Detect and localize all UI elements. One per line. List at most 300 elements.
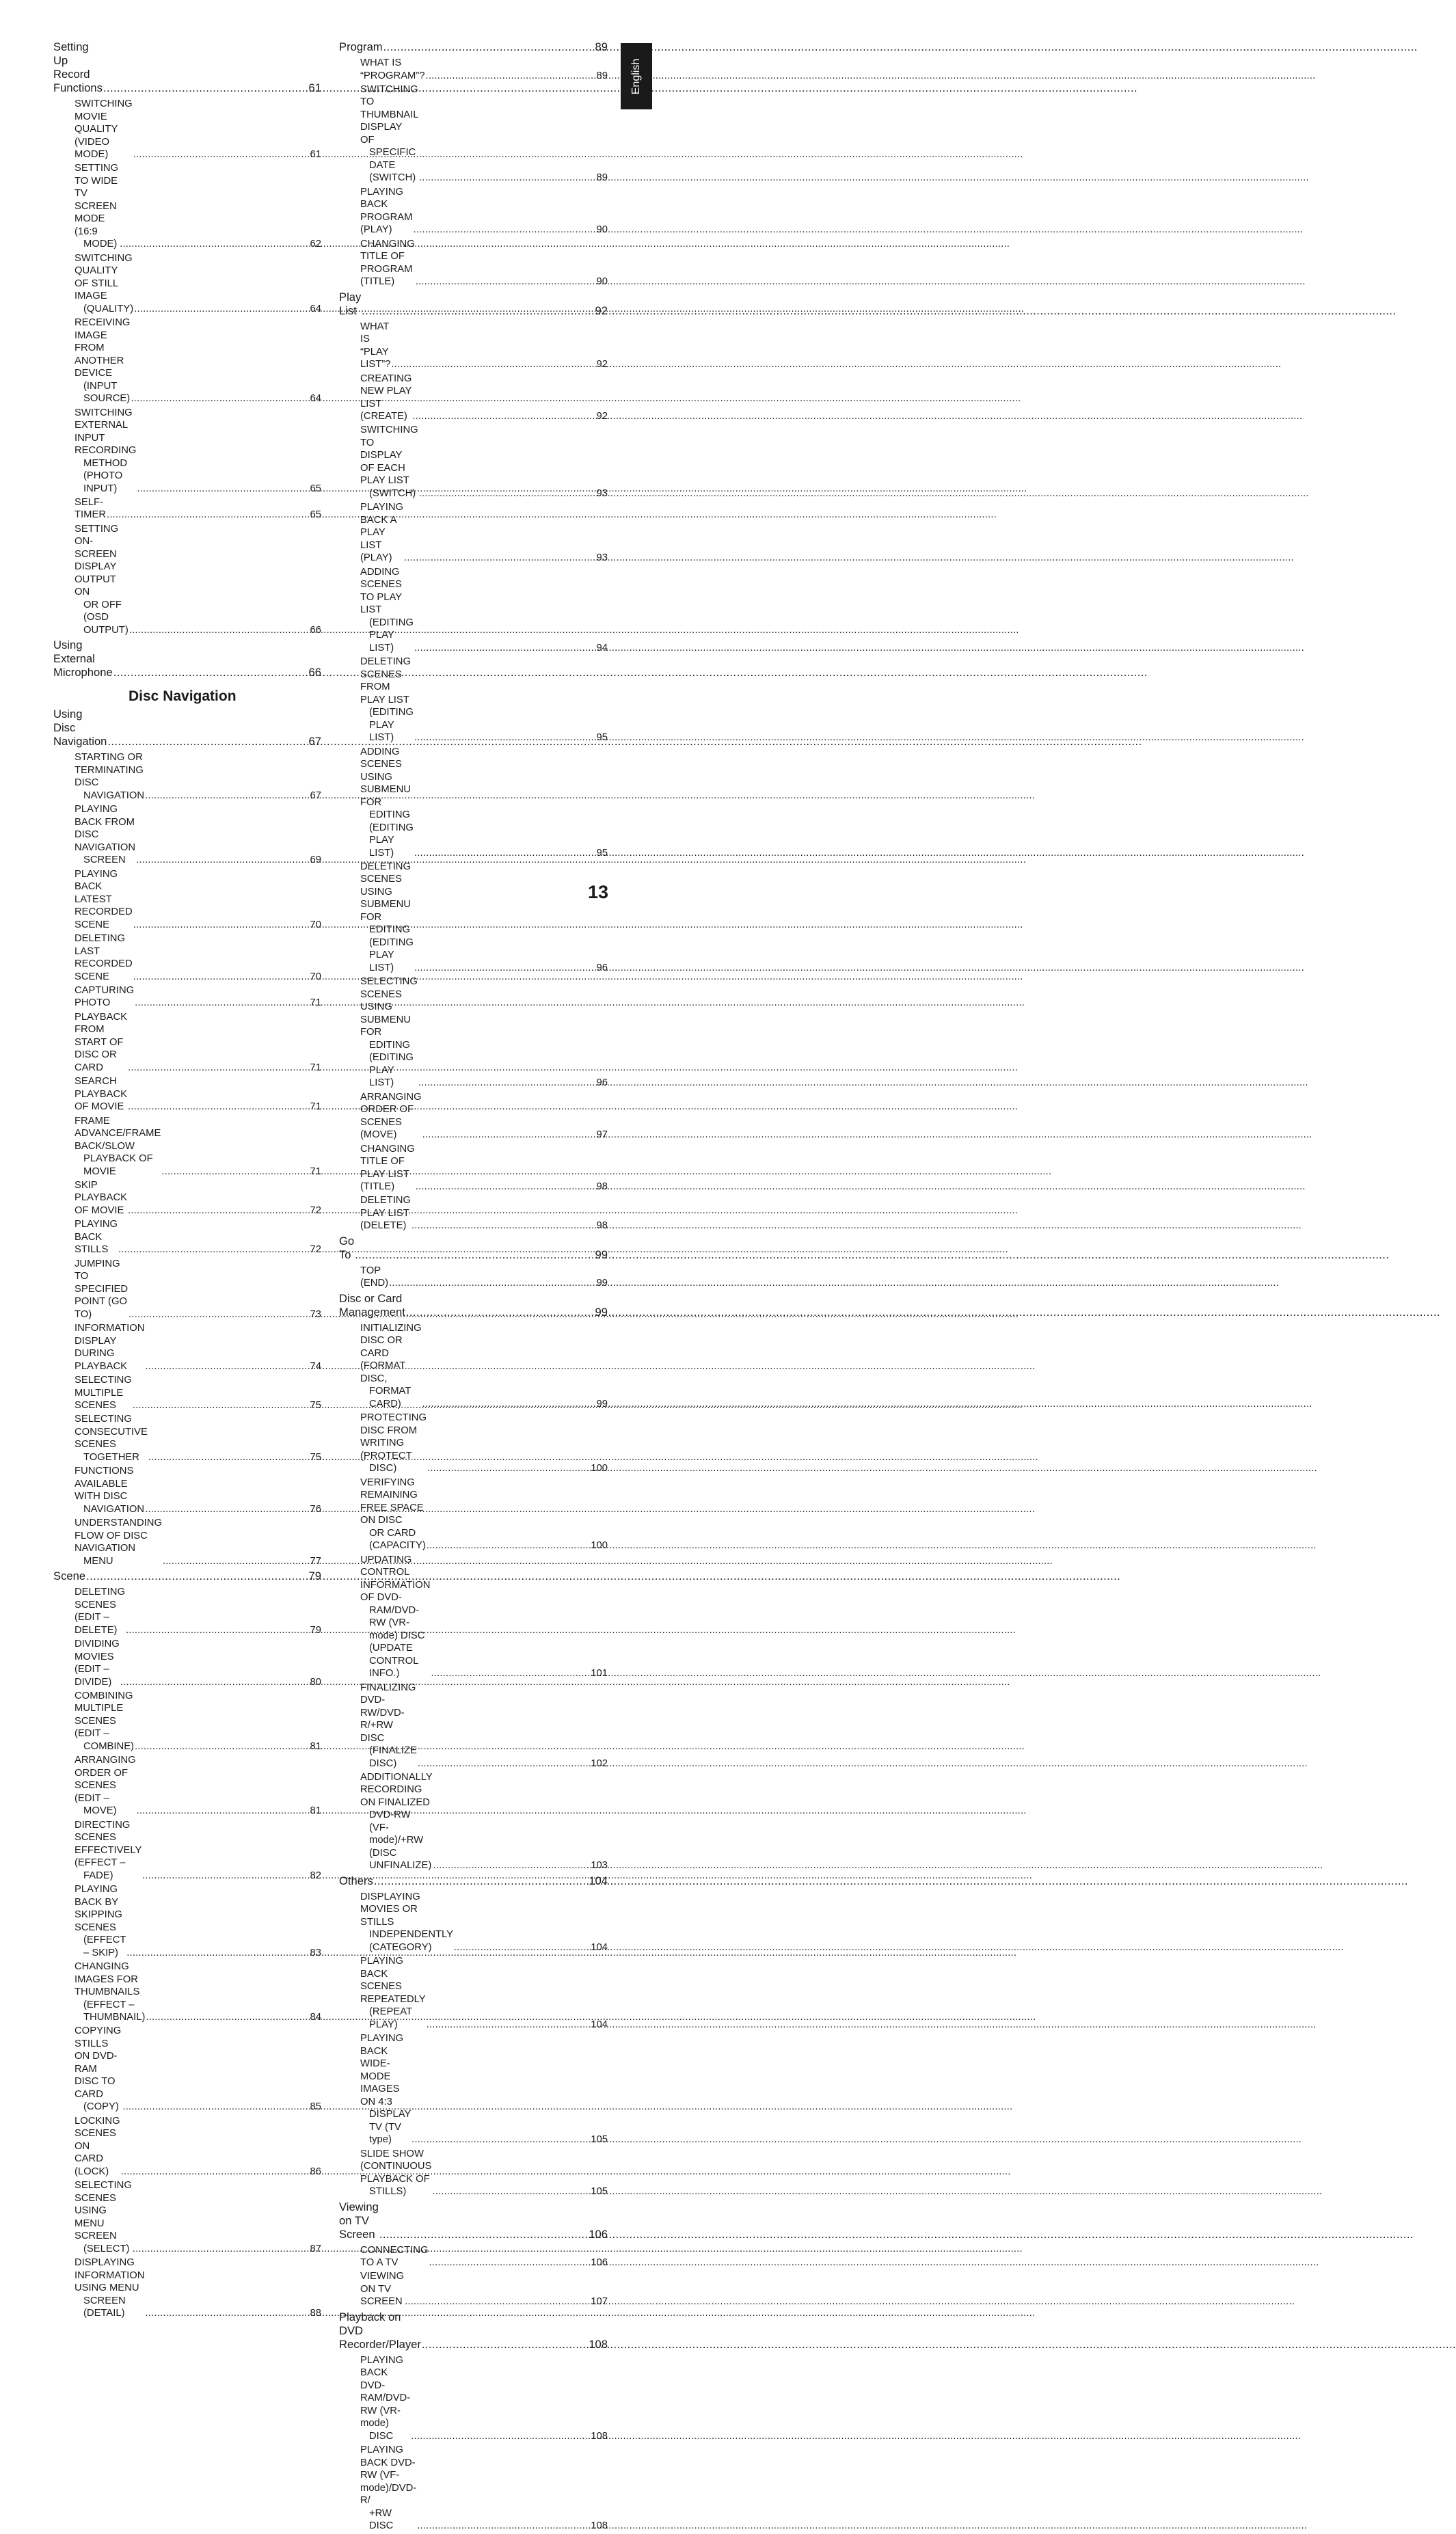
dot-leader bbox=[422, 2338, 588, 2351]
dot-leader bbox=[414, 642, 596, 655]
toc-entry-minor bbox=[339, 1412, 608, 1475]
toc-entry-major bbox=[53, 638, 321, 679]
dot-leader bbox=[122, 2101, 309, 2114]
toc-entry-minor bbox=[53, 1322, 321, 1373]
toc-entry-page: 83 bbox=[310, 1947, 321, 1958]
dot-leader bbox=[454, 1941, 591, 1954]
toc-entry-title: SELECTING SCENES USING MENU SCREEN (SELECT) bbox=[75, 2180, 132, 2254]
toc-entry-page: 62 bbox=[310, 239, 321, 250]
dot-leader bbox=[103, 81, 308, 95]
toc-entry-title: Playback on DVD Recorder/Player bbox=[339, 2310, 421, 2351]
toc-entry-page: 65 bbox=[310, 483, 321, 494]
dot-leader bbox=[406, 1306, 595, 1319]
toc-entry-minor bbox=[53, 162, 321, 251]
toc-entry-minor bbox=[339, 83, 608, 185]
toc-entry-minor bbox=[339, 746, 608, 860]
dot-leader bbox=[128, 1062, 309, 1075]
toc-entry-page: 104 bbox=[591, 2019, 608, 2030]
toc-entry-page: 82 bbox=[310, 1870, 321, 1881]
dot-leader bbox=[137, 1805, 310, 1818]
dot-leader bbox=[429, 2256, 590, 2269]
toc-entry-title: ADDING SCENES USING SUBMENU FOR EDITING (EDITING PLAY LIST) bbox=[360, 746, 414, 859]
toc-entry-title: SWITCHING QUALITY OF STILL IMAGE (QUALITY) bbox=[75, 252, 134, 314]
toc-entry-title: SWITCHING TO DISPLAY OF EACH PLAY LIST (SWITCH) bbox=[360, 424, 418, 499]
toc-entry-minor bbox=[53, 1179, 321, 1217]
dot-leader bbox=[427, 1539, 591, 1552]
toc-entry-title: WHAT IS “PLAY LIST”? bbox=[360, 321, 391, 370]
toc-entry-major bbox=[339, 1292, 608, 1319]
toc-entry-page: 89 bbox=[596, 172, 608, 184]
toc-entry-minor bbox=[339, 2270, 608, 2308]
dot-leader bbox=[427, 1462, 590, 1475]
toc-entry-minor bbox=[53, 523, 321, 637]
dot-leader bbox=[128, 1101, 310, 1114]
toc-entry-title: FINALIZING DVD-RW/DVD-R/+RW DISC (FINALIZE DISC) bbox=[360, 1682, 417, 1769]
dot-leader bbox=[419, 172, 596, 185]
toc-entry-minor bbox=[53, 1218, 321, 1256]
toc-entry-title: UNDERSTANDING FLOW OF DISC NAVIGATION MENU bbox=[75, 1518, 162, 1567]
toc-entry-title: Viewing on TV Screen bbox=[339, 2200, 379, 2241]
toc-entry-minor bbox=[53, 984, 321, 1010]
dot-leader bbox=[383, 40, 595, 54]
dot-leader bbox=[133, 1399, 310, 1412]
toc-entry-minor bbox=[339, 1194, 608, 1232]
toc-entry-major bbox=[53, 707, 321, 749]
toc-entry-page: 92 bbox=[596, 359, 608, 370]
toc-entry-page: 101 bbox=[591, 1668, 608, 1680]
toc-entry-page: 98 bbox=[596, 1181, 608, 1193]
toc-entry-page: 74 bbox=[310, 1360, 321, 1372]
dot-leader bbox=[414, 962, 596, 975]
toc-entry-minor bbox=[53, 1883, 321, 1959]
toc-entry-title: SWITCHING MOVIE QUALITY (VIDEO MODE) bbox=[75, 98, 133, 160]
toc-entry-page: 94 bbox=[596, 642, 608, 653]
dot-leader bbox=[418, 1077, 596, 1090]
toc-entry-major bbox=[339, 40, 608, 54]
dot-leader bbox=[121, 2166, 310, 2179]
toc-list bbox=[53, 707, 321, 2319]
toc-entry-minor bbox=[53, 1586, 321, 1636]
toc-entry-major bbox=[53, 40, 321, 95]
toc-entry-title: SETTING ON-SCREEN DISPLAY OUTPUT ON OR OFF (OSD OUTPUT) bbox=[75, 523, 129, 636]
toc-entry-title: Scene bbox=[53, 1569, 86, 1583]
toc-entry-title: DIVIDING MOVIES (EDIT – DIVIDE) bbox=[75, 1639, 120, 1688]
toc-entry-title: VIEWING ON TV SCREEN bbox=[360, 2271, 405, 2308]
toc-entry-page: 72 bbox=[310, 1204, 321, 1216]
toc-entry-page: 99 bbox=[595, 1248, 608, 1261]
dot-leader bbox=[107, 735, 308, 749]
toc-entry-page: 61 bbox=[308, 81, 321, 94]
toc-entry-title: CONNECTING TO A TV bbox=[360, 2244, 429, 2269]
toc-entry-title: SELECTING CONSECUTIVE SCENES TOGETHER bbox=[75, 1414, 148, 1463]
toc-entry-page: 67 bbox=[310, 790, 321, 801]
toc-entry-page: 100 bbox=[591, 1540, 608, 1552]
toc-entry-title: CREATING NEW PLAY LIST (CREATE) bbox=[360, 373, 412, 422]
dot-leader bbox=[426, 70, 596, 83]
toc-entry-minor bbox=[339, 2032, 608, 2146]
dot-leader bbox=[145, 1360, 309, 1373]
dot-leader bbox=[379, 2228, 589, 2241]
toc-entry-minor bbox=[339, 1554, 608, 1680]
toc-entry-page: 73 bbox=[310, 1308, 321, 1320]
dot-leader bbox=[404, 552, 595, 565]
toc-entry-page: 79 bbox=[310, 1624, 321, 1636]
toc-entry-page: 89 bbox=[596, 70, 608, 81]
dot-leader bbox=[419, 487, 596, 500]
toc-entry-title: RECEIVING IMAGE FROM ANOTHER DEVICE (INPUT SOURCE) bbox=[75, 317, 131, 405]
toc-entry-major bbox=[339, 291, 608, 318]
dot-leader bbox=[146, 2011, 309, 2024]
toc-entry-minor bbox=[53, 1413, 321, 1464]
toc-entry-minor bbox=[339, 2354, 608, 2443]
language-tab-label: English bbox=[630, 58, 642, 94]
toc-entry-page: 65 bbox=[310, 509, 321, 521]
toc-entry-page: 108 bbox=[589, 2337, 608, 2351]
toc-entry-minor bbox=[53, 1819, 321, 1883]
toc-entry-page: 105 bbox=[591, 2186, 608, 2198]
toc-entry-title: Disc or Card Management bbox=[339, 1291, 405, 1319]
toc-entry-title: VERIFYING REMAINING FREE SPACE ON DISC OR CARD (CAPACITY) bbox=[360, 1477, 426, 1552]
toc-entry-minor bbox=[339, 861, 608, 975]
toc-entry-page: 99 bbox=[596, 1398, 608, 1410]
toc-entry-page: 93 bbox=[596, 552, 608, 564]
dot-leader bbox=[148, 1451, 310, 1464]
dot-leader bbox=[133, 971, 310, 984]
toc-entry-title: PLAYING BACK SCENES REPEATEDLY (REPEAT PLAY) bbox=[360, 1956, 426, 2030]
dot-leader bbox=[145, 790, 309, 803]
toc-entry-title: SELECTING MULTIPLE SCENES bbox=[75, 1375, 132, 1412]
toc-entry-minor bbox=[339, 2444, 608, 2533]
toc-entry-title: Play List bbox=[339, 290, 362, 317]
dot-leader bbox=[131, 392, 309, 405]
toc-entry-title: PLAYBACK FROM START OF DISC OR CARD bbox=[75, 1011, 128, 1073]
toc-entry-title: SEARCH PLAYBACK OF MOVIE bbox=[75, 1076, 128, 1113]
toc-entry-minor bbox=[53, 316, 321, 405]
dot-leader bbox=[161, 1165, 309, 1178]
toc-entry-page: 107 bbox=[591, 2296, 608, 2308]
toc-entry-page: 89 bbox=[595, 40, 608, 53]
dot-leader bbox=[129, 1308, 309, 1321]
toc-entry-page: 100 bbox=[591, 1463, 608, 1474]
toc-entry-page: 95 bbox=[596, 847, 608, 859]
toc-entry-minor bbox=[53, 2025, 321, 2114]
toc-entry-minor bbox=[53, 1690, 321, 1753]
dot-leader bbox=[136, 854, 309, 867]
toc-entry-title: SWITCHING EXTERNAL INPUT RECORDING METHOD (PHOTO INPUT) bbox=[75, 407, 137, 494]
toc-entry-major bbox=[339, 2310, 608, 2351]
toc-entry-page: 81 bbox=[310, 1805, 321, 1817]
toc-entry-minor bbox=[53, 1754, 321, 1818]
toc-entry-page: 87 bbox=[310, 2243, 321, 2254]
toc-entry-page: 96 bbox=[596, 962, 608, 973]
toc-entry-page: 64 bbox=[310, 303, 321, 314]
dot-leader bbox=[414, 731, 596, 744]
toc-entry-title: DELETING SCENES USING SUBMENU FOR EDITING (EDITING PLAY LIST) bbox=[360, 861, 414, 973]
toc-entry-minor bbox=[53, 1258, 321, 1321]
toc-entry-page: 70 bbox=[310, 919, 321, 930]
toc-entry-title: FUNCTIONS AVAILABLE WITH DISC NAVIGATION bbox=[75, 1466, 145, 1515]
toc-entry-major bbox=[53, 1569, 321, 1583]
dot-leader bbox=[412, 2133, 590, 2146]
toc-entry-title: Go To bbox=[339, 1234, 355, 1261]
toc-entry-page: 81 bbox=[310, 1740, 321, 1752]
toc-entry-minor bbox=[53, 2179, 321, 2255]
toc-entry-minor bbox=[339, 1265, 608, 1290]
toc-entry-page: 66 bbox=[310, 624, 321, 636]
toc-entry-minor bbox=[53, 1638, 321, 1688]
toc-right-column bbox=[339, 38, 608, 2534]
dot-leader bbox=[431, 1667, 590, 1680]
toc-entry-title: ARRANGING ORDER OF SCENES (EDIT – MOVE) bbox=[75, 1755, 136, 1817]
toc-entry-title: JUMPING TO SPECIFIED POINT (GO TO) bbox=[75, 1258, 129, 1320]
toc-entry-page: 104 bbox=[589, 1874, 608, 1887]
toc-entry-page: 84 bbox=[310, 2012, 321, 2023]
toc-entry-minor bbox=[53, 803, 321, 867]
dot-leader bbox=[413, 224, 595, 237]
toc-entry-title: DELETING SCENES (EDIT – DELETE) bbox=[75, 1587, 125, 1636]
dot-leader bbox=[126, 1947, 309, 1960]
dot-leader bbox=[133, 2243, 310, 2256]
toc-entry-page: 67 bbox=[308, 735, 321, 749]
toc-entry-minor bbox=[339, 373, 608, 423]
dot-leader bbox=[391, 358, 595, 371]
toc-entry-title: ADDING SCENES TO PLAY LIST (EDITING PLAY LIST) bbox=[360, 566, 414, 653]
toc-entry-title: INITIALIZING DISC OR CARD (FORMAT DISC, FORMAT CARD) bbox=[360, 1322, 422, 1410]
toc-entry-minor bbox=[339, 321, 608, 371]
toc-entry-page: 92 bbox=[595, 304, 608, 317]
toc-entry-page: 86 bbox=[310, 2166, 321, 2177]
toc-entry-minor bbox=[339, 238, 608, 288]
dot-leader bbox=[422, 1129, 596, 1142]
toc-entry-minor bbox=[53, 1075, 321, 1114]
toc-entry-title: SELECTING SCENES USING SUBMENU FOR EDITING (EDITING PLAY LIST) bbox=[360, 976, 418, 1089]
toc-entry-title: CHANGING TITLE OF PROGRAM (TITLE) bbox=[360, 238, 415, 288]
toc-entry-page: 105 bbox=[591, 2134, 608, 2146]
toc-entry-title: PLAYING BACK DVD-RAM/DVD-RW (VR-mode) DISC bbox=[360, 2354, 411, 2442]
toc-entry-title: COMBINING MULTIPLE SCENES (EDIT – COMBINE) bbox=[75, 1690, 134, 1752]
toc-entry-title: SETTING TO WIDE TV SCREEN MODE (16:9 MODE) bbox=[75, 163, 119, 250]
toc-entry-page: 71 bbox=[310, 997, 321, 1009]
toc-entry-minor bbox=[53, 98, 321, 161]
toc-entry-title: DELETING SCENES FROM PLAY LIST (EDITING PLAY LIST) bbox=[360, 656, 414, 744]
toc-entry-title: UPDATING CONTROL INFORMATION OF DVD- RAM/DVD-RW (VR-mode) DISC (UPDATE CONTROL INFO.) bbox=[360, 1554, 431, 1680]
toc-entry-title: Setting Up Record Functions bbox=[53, 40, 103, 94]
dot-leader bbox=[416, 1181, 596, 1194]
toc-entry-title: CHANGING IMAGES FOR THUMBNAILS (EFFECT – THUMBNAIL) bbox=[75, 1961, 146, 2023]
toc-entry-minor bbox=[53, 868, 321, 932]
toc-entry-page: 66 bbox=[308, 666, 321, 679]
toc-entry-page: 92 bbox=[596, 411, 608, 422]
dot-leader bbox=[134, 303, 309, 316]
dot-leader bbox=[418, 1757, 590, 1770]
dot-leader bbox=[86, 1569, 308, 1583]
toc-entry-minor bbox=[53, 496, 321, 522]
toc-entry-title: PLAYING BACK FROM DISC NAVIGATION SCREEN bbox=[75, 804, 136, 866]
dot-leader bbox=[432, 2185, 590, 2198]
dot-leader bbox=[135, 997, 309, 1010]
dot-leader bbox=[137, 483, 309, 496]
toc-entry-page: 71 bbox=[310, 1165, 321, 1177]
toc-entry-title: PLAYING BACK LATEST RECORDED SCENE bbox=[75, 868, 133, 930]
toc-entry-page: 80 bbox=[310, 1676, 321, 1688]
toc-entry-minor bbox=[53, 252, 321, 316]
toc-entry-title: CHANGING TITLE OF PLAY LIST (TITLE) bbox=[360, 1143, 415, 1193]
toc-entry-title: DELETING LAST RECORDED SCENE bbox=[75, 933, 133, 982]
toc-entry-title: ARRANGING ORDER OF SCENES (MOVE) bbox=[360, 1091, 422, 1141]
toc-entry-page: 99 bbox=[595, 1305, 608, 1319]
page-number: 13 bbox=[587, 882, 608, 902]
toc-entry-title: PLAYING BACK WIDE-MODE IMAGES ON 4:3 DISPLAY TV (TV type) bbox=[360, 2033, 412, 2146]
dot-leader bbox=[145, 2307, 309, 2320]
dot-leader bbox=[120, 238, 309, 251]
toc-entry-minor bbox=[339, 975, 608, 1090]
toc-left-column bbox=[53, 38, 321, 2321]
dot-leader bbox=[118, 1243, 309, 1256]
toc-entry-minor bbox=[339, 501, 608, 565]
dot-leader bbox=[135, 1740, 310, 1753]
toc-entry-minor bbox=[339, 566, 608, 655]
toc-entry-page: 72 bbox=[310, 1244, 321, 1256]
toc-entry-major bbox=[339, 1235, 608, 1262]
toc-entry-minor bbox=[339, 656, 608, 744]
dot-leader bbox=[416, 275, 596, 288]
toc-entry-page: 93 bbox=[596, 487, 608, 499]
toc-entry-minor bbox=[53, 1115, 321, 1178]
language-tab bbox=[621, 43, 652, 109]
toc-entry-minor bbox=[339, 1322, 608, 1411]
toc-entry-page: 71 bbox=[310, 1101, 321, 1113]
dot-leader bbox=[427, 2019, 591, 2032]
toc-entry-page: 103 bbox=[591, 1860, 608, 1872]
toc-entry-page: 79 bbox=[308, 1569, 321, 1583]
toc-entry-minor bbox=[339, 186, 608, 237]
dot-leader bbox=[133, 148, 310, 161]
dot-leader bbox=[411, 2430, 590, 2443]
toc-entry-page: 106 bbox=[591, 2257, 608, 2269]
toc-list bbox=[339, 40, 608, 2533]
toc-entry-minor bbox=[53, 407, 321, 496]
dot-leader bbox=[389, 1277, 595, 1290]
toc-entry-minor bbox=[53, 1465, 321, 1515]
dot-leader bbox=[405, 2295, 590, 2308]
toc-entry-title: Using Disc Navigation bbox=[53, 707, 107, 749]
toc-entry-title: PLAYING BACK STILLS bbox=[75, 1219, 118, 1256]
dot-leader bbox=[128, 1204, 310, 1217]
toc-entry-title: PLAYING BACK DVD-RW (VF-mode)/DVD-R/ +RW DISC bbox=[360, 2444, 417, 2532]
toc-entry-major bbox=[339, 2200, 608, 2241]
toc-entry-minor bbox=[339, 2148, 608, 2198]
toc-entry-page: 106 bbox=[589, 2227, 608, 2241]
toc-entry-minor bbox=[339, 424, 608, 500]
toc-entry-minor bbox=[339, 1955, 608, 2031]
toc-entry-minor bbox=[53, 932, 321, 983]
dot-leader bbox=[422, 1398, 596, 1411]
toc-entry-title: Program bbox=[339, 40, 383, 53]
toc-entry-page: 102 bbox=[591, 1757, 608, 1769]
toc-entry-title: FRAME ADVANCE/FRAME BACK/SLOW PLAYBACK OF MOVIE bbox=[75, 1115, 161, 1177]
toc-entry-minor bbox=[339, 1891, 608, 1954]
toc-entry-title: INFORMATION DISPLAY DURING PLAYBACK bbox=[75, 1323, 145, 1372]
dot-leader bbox=[355, 1248, 594, 1262]
toc-entry-minor bbox=[339, 1477, 608, 1552]
toc-entry-page: 99 bbox=[596, 1278, 608, 1289]
toc-entry-title: DELETING PLAY LIST (DELETE) bbox=[360, 1195, 411, 1232]
toc-entry-page: 108 bbox=[591, 2520, 608, 2532]
dot-leader bbox=[113, 666, 308, 679]
toc-entry-title: SKIP PLAYBACK OF MOVIE bbox=[75, 1179, 128, 1216]
toc-entry-title: PROTECTING DISC FROM WRITING (PROTECT DISC) bbox=[360, 1412, 427, 1474]
toc-entry-title: LOCKING SCENES ON CARD (LOCK) bbox=[75, 2115, 120, 2177]
toc-entry-title: Using External Microphone bbox=[53, 638, 113, 679]
toc-entry-page: 75 bbox=[310, 1451, 321, 1463]
toc-entry-title: CAPTURING PHOTO bbox=[75, 984, 135, 1009]
toc-entry-minor bbox=[339, 1682, 608, 1770]
toc-entry-title: SLIDE SHOW (CONTINUOUS PLAYBACK OF STILLS) bbox=[360, 2148, 432, 2198]
dot-leader bbox=[133, 919, 310, 932]
toc-entry-title: SELF-TIMER bbox=[75, 496, 107, 521]
toc-entry-minor bbox=[53, 2115, 321, 2179]
toc-entry-title: TOP (END) bbox=[360, 1265, 389, 1289]
dot-leader bbox=[163, 1555, 310, 1568]
dot-leader bbox=[412, 1219, 596, 1232]
toc-entry-title: Others bbox=[339, 1874, 373, 1887]
toc-entry-title: DIRECTING SCENES EFFECTIVELY (EFFECT – FADE) bbox=[75, 1819, 142, 1881]
toc-entry-page: 85 bbox=[310, 2101, 321, 2113]
dot-leader bbox=[107, 509, 310, 522]
toc-entry-minor bbox=[53, 1960, 321, 2024]
toc-entry-title: PLAYING BACK PROGRAM (PLAY) bbox=[360, 186, 413, 236]
toc-entry-page: 96 bbox=[596, 1077, 608, 1089]
toc-entry-page: 61 bbox=[310, 149, 321, 160]
toc-entry-page: 88 bbox=[310, 2308, 321, 2319]
toc-entry-minor bbox=[53, 1011, 321, 1075]
dot-leader bbox=[362, 304, 594, 318]
toc-entry-page: 69 bbox=[310, 854, 321, 866]
toc-entry-title: PLAYING BACK A PLAY LIST (PLAY) bbox=[360, 502, 404, 564]
dot-leader bbox=[129, 624, 310, 637]
toc-entry-minor bbox=[53, 1374, 321, 1412]
dot-leader bbox=[145, 1503, 309, 1516]
toc-entry-title: COPYING STILLS ON DVD-RAM DISC TO CARD (COPY) bbox=[75, 2025, 122, 2113]
dot-leader bbox=[414, 847, 596, 860]
toc-entry-page: 75 bbox=[310, 1400, 321, 1412]
toc-entry-title: DISPLAYING MOVIES OR STILLS INDEPENDENTLY (CATEGORY) bbox=[360, 1891, 453, 1953]
dot-leader bbox=[142, 1870, 309, 1883]
toc-entry-page: 108 bbox=[591, 2430, 608, 2442]
toc-entry-minor bbox=[339, 2244, 608, 2269]
toc-entry-minor bbox=[339, 57, 608, 82]
toc-entry-title: WHAT IS “PROGRAM”? bbox=[360, 57, 425, 81]
toc-entry-page: 95 bbox=[596, 732, 608, 744]
toc-entry-title: STARTING OR TERMINATING DISC NAVIGATION bbox=[75, 752, 145, 801]
toc-entry-page: 64 bbox=[310, 393, 321, 405]
toc-entry-page: 70 bbox=[310, 971, 321, 982]
toc-entry-minor bbox=[339, 1091, 608, 1142]
toc-entry-page: 98 bbox=[596, 1220, 608, 1232]
toc-entry-page: 90 bbox=[596, 276, 608, 288]
toc-entry-page: 104 bbox=[591, 1941, 608, 1953]
toc-entry-minor bbox=[53, 751, 321, 802]
toc-entry-page: 76 bbox=[310, 1503, 321, 1515]
toc-entry-minor bbox=[339, 1143, 608, 1194]
toc-entry-major bbox=[339, 1874, 608, 1888]
toc-entry-page: 97 bbox=[596, 1129, 608, 1141]
toc-entry-minor bbox=[53, 2256, 321, 2320]
toc-entry-title: SWITCHING TO THUMBNAIL DISPLAY OF SPECIFIC DATE (SWITCH) bbox=[360, 83, 418, 184]
section-heading: Disc Navigation bbox=[129, 688, 237, 705]
dot-leader bbox=[412, 410, 595, 423]
toc-entry-page: 77 bbox=[310, 1555, 321, 1567]
